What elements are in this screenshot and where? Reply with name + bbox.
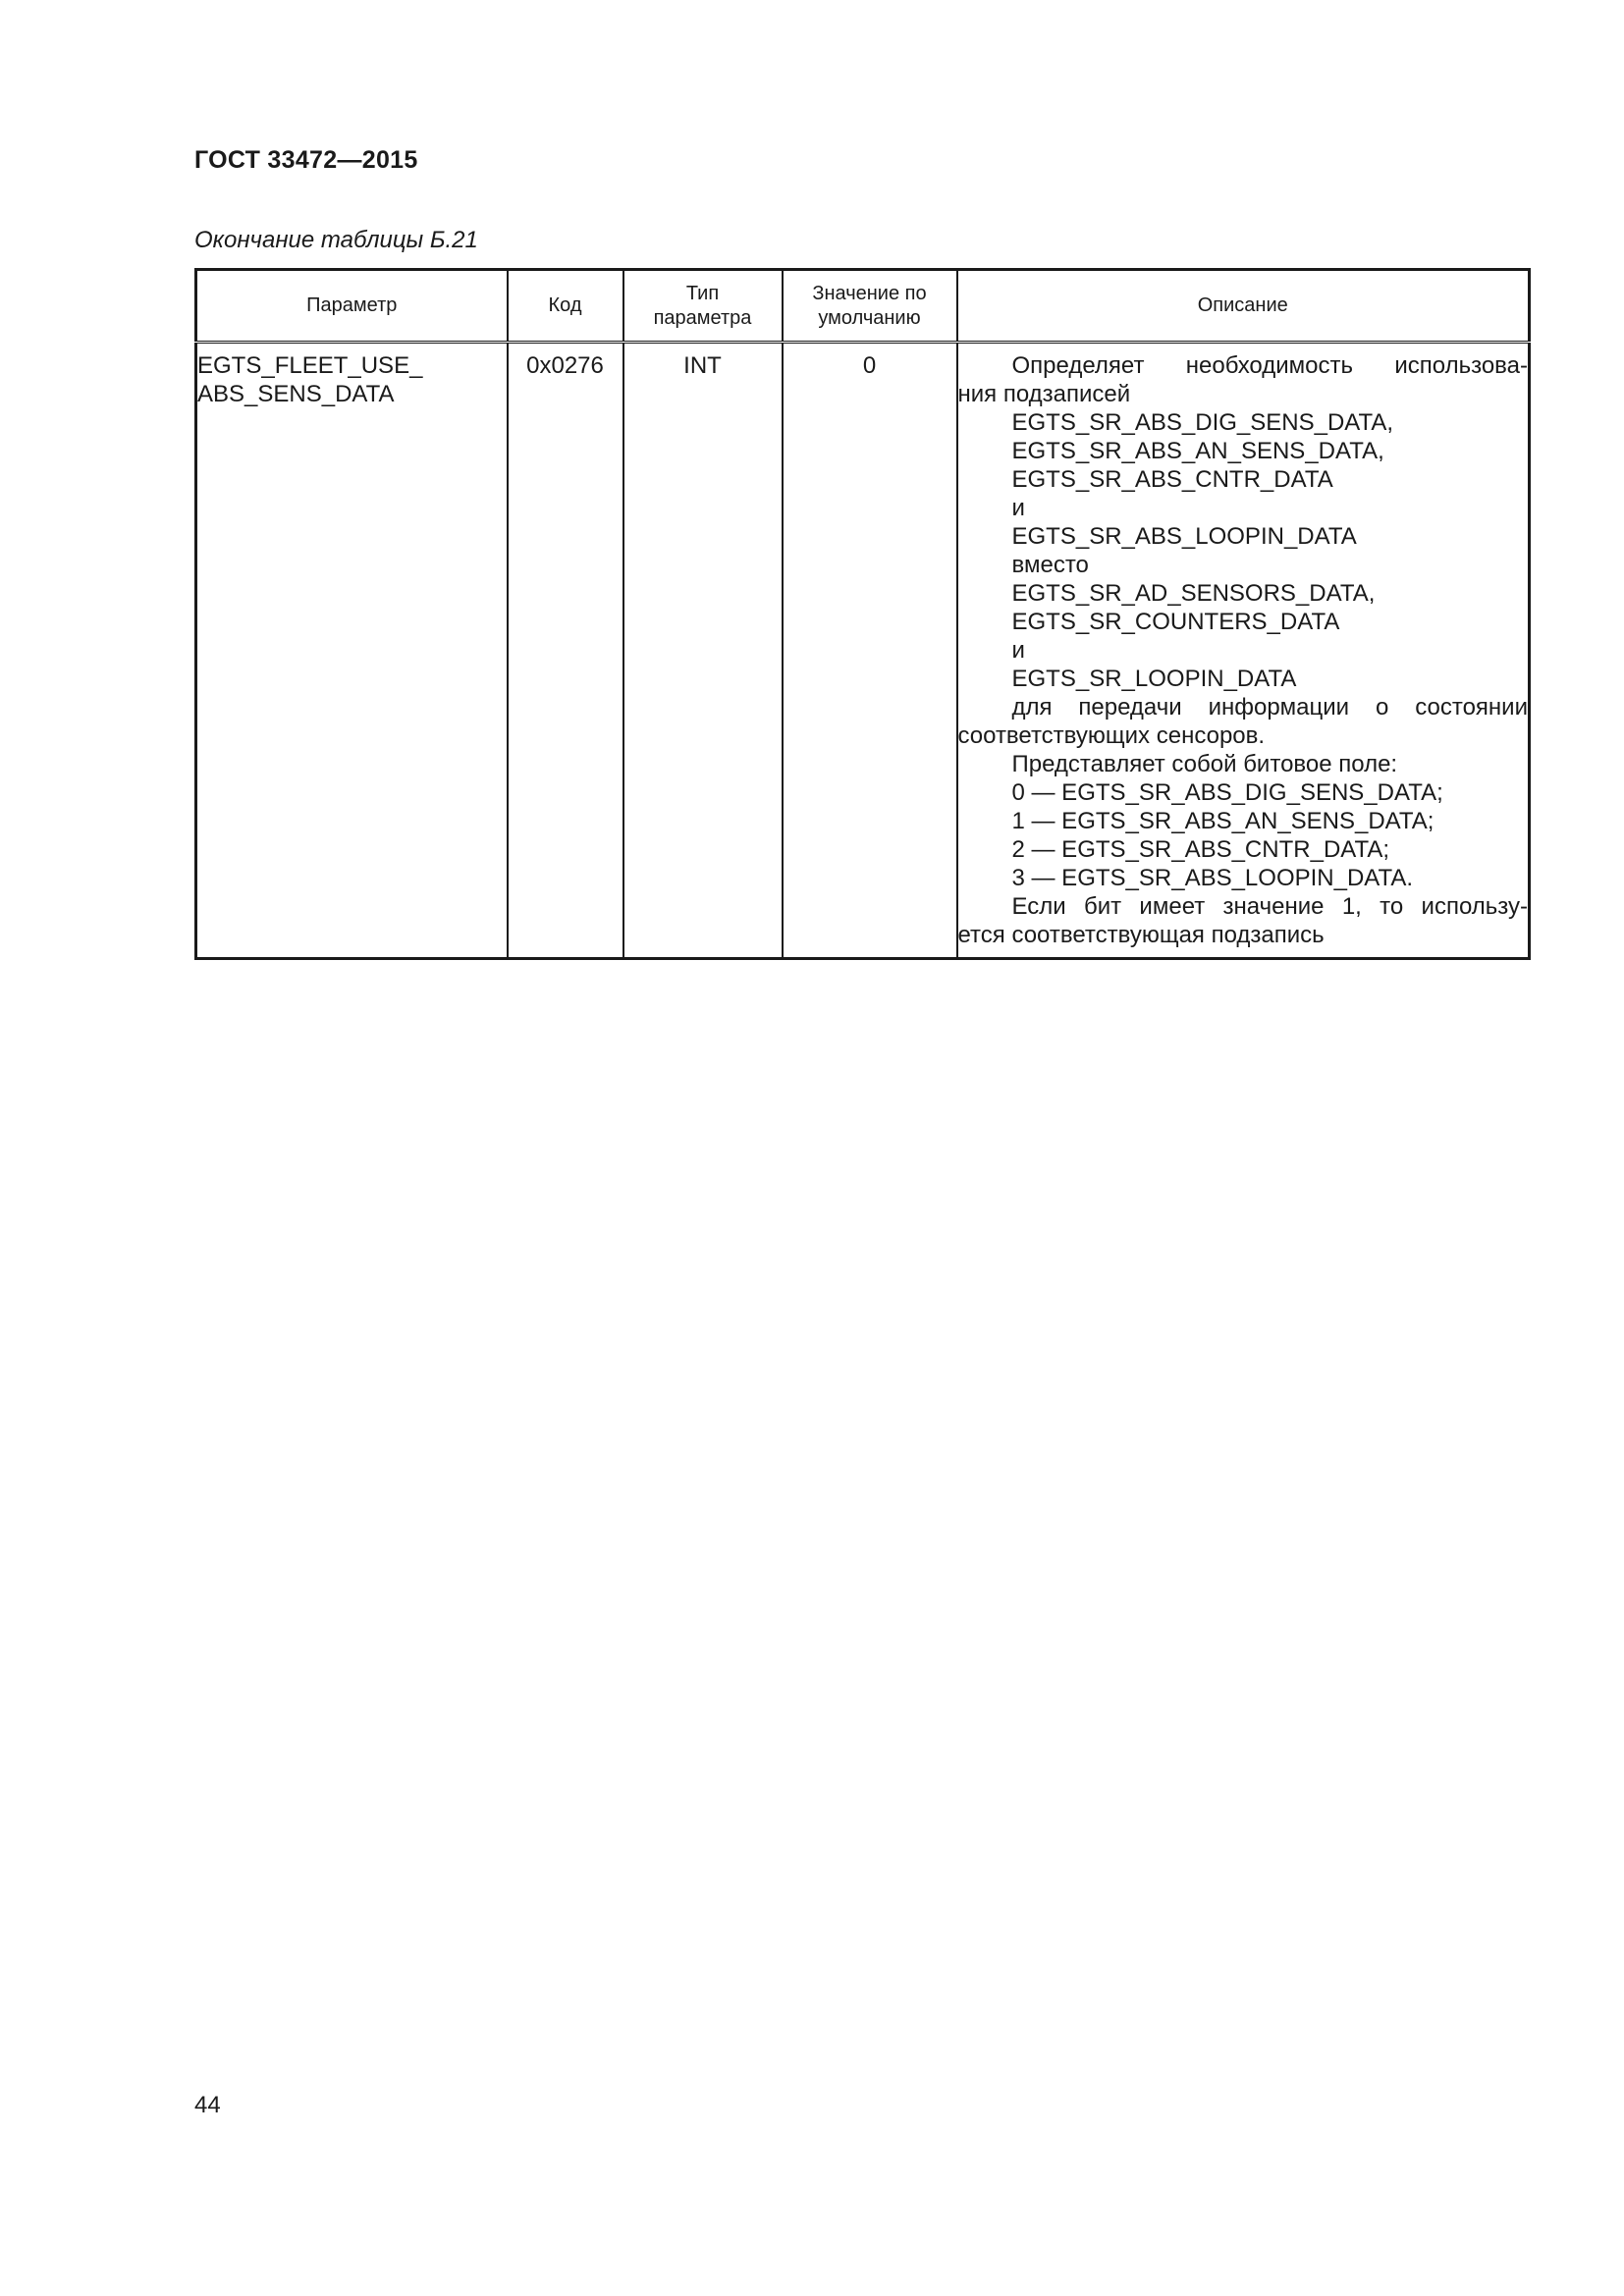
column-header-type-line2: параметра [653, 306, 752, 329]
description-line: Представляет собой битовое поле: [1011, 751, 1398, 777]
column-header-type-line1: Тип [685, 282, 720, 304]
description-line: 0 — EGTS_SR_ABS_DIG_SENS_DATA; [1011, 779, 1443, 806]
description-line: EGTS_SR_COUNTERS_DATA [1011, 609, 1340, 635]
type-cell: INT [623, 343, 783, 959]
description-line: соответствующих сенсоров. [957, 722, 1266, 749]
description-line: EGTS_SR_ABS_CNTR_DATA [1011, 466, 1333, 493]
description-line: и [1011, 495, 1025, 521]
column-header-default-line1: Значение по [812, 282, 927, 304]
param-name-line2: ABS_SENS_DATA [197, 381, 395, 407]
description-line: 1 — EGTS_SR_ABS_AN_SENS_DATA; [1011, 808, 1435, 834]
column-header-default [783, 270, 957, 343]
table-header-row [196, 270, 1530, 343]
description-line: Если бит имеет значение 1, то использу- [1011, 893, 1528, 920]
table-row [196, 343, 1530, 959]
column-header-param: Параметр [196, 270, 508, 343]
description-line: для передачи информации о состоянии [1011, 694, 1528, 721]
description-line: EGTS_SR_AD_SENSORS_DATA, [1011, 580, 1376, 607]
description-line: и [1011, 637, 1025, 664]
description-line: 2 — EGTS_SR_ABS_CNTR_DATA; [1011, 836, 1390, 863]
param-cell [196, 343, 508, 959]
description-line: ния подзаписей [957, 381, 1131, 407]
description-line: EGTS_SR_ABS_DIG_SENS_DATA, [1011, 409, 1394, 436]
page-number: 44 [194, 2092, 221, 2118]
default-value-cell: 0 [783, 343, 957, 959]
column-header-default-line2: умолчанию [818, 306, 921, 329]
table-caption: Окончание таблицы Б.21 [194, 227, 478, 253]
description-line: Определяет необходимость использова- [1011, 352, 1528, 379]
description-line: EGTS_SR_ABS_LOOPIN_DATA [1011, 523, 1357, 550]
description-cell [957, 343, 1530, 959]
column-header-code: Код [508, 270, 623, 343]
column-header-description: Описание [957, 270, 1530, 343]
column-header-type [623, 270, 783, 343]
description-line: ется соответствующая подзапись [957, 922, 1325, 948]
description-line: вместо [1011, 552, 1089, 578]
code-cell: 0x0276 [508, 343, 623, 959]
param-name-line1: EGTS_FLEET_USE_ [197, 352, 423, 379]
parameters-table [194, 268, 1531, 960]
description-line: 3 — EGTS_SR_ABS_LOOPIN_DATA. [1011, 865, 1414, 891]
description-line: EGTS_SR_LOOPIN_DATA [1011, 666, 1297, 692]
description-line: EGTS_SR_ABS_AN_SENS_DATA, [1011, 438, 1384, 464]
document-code-header: ГОСТ 33472—2015 [194, 146, 418, 174]
